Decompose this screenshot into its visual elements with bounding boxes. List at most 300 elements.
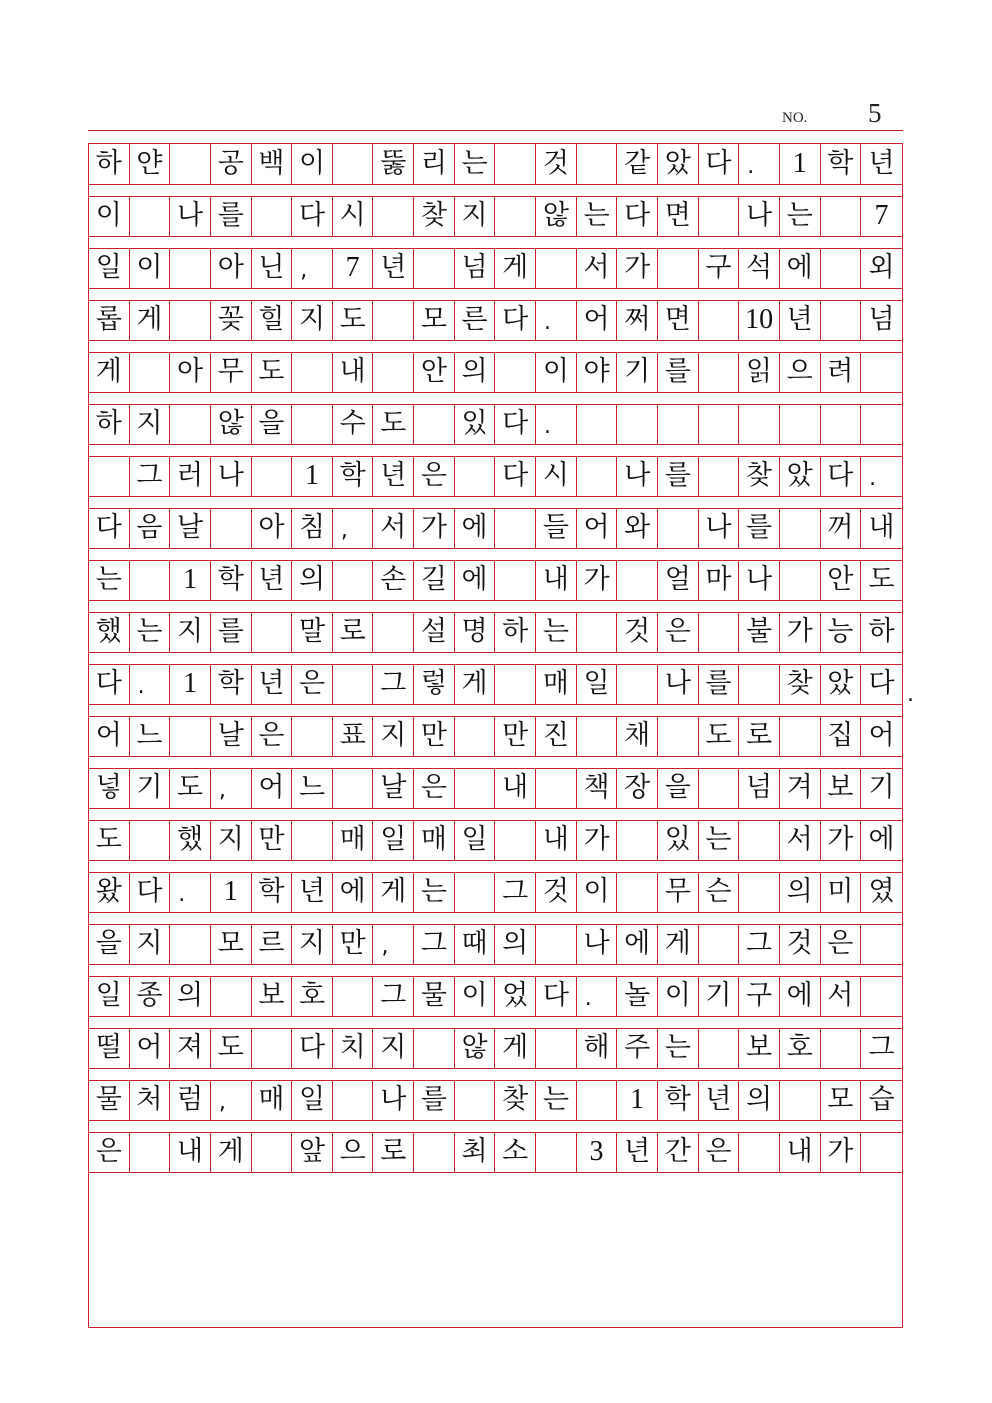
grid-cell: 것 <box>780 924 821 964</box>
grid-cell: 게 <box>130 300 171 340</box>
grid-cell: 게 <box>211 1132 252 1172</box>
grid-cell <box>821 300 862 340</box>
grid-cell: 떨 <box>89 1028 130 1068</box>
grid-cell <box>170 924 211 964</box>
grid-row <box>89 976 902 1017</box>
grid-cell: 나 <box>658 664 699 704</box>
grid-cell: 능 <box>821 612 862 652</box>
grid-cell: 져 <box>170 1028 211 1068</box>
grid-cell: 모 <box>211 924 252 964</box>
grid-cell: 다 <box>89 664 130 704</box>
grid-cell: 어 <box>89 716 130 756</box>
grid-cell <box>414 1132 455 1172</box>
grid-cell: 지 <box>373 1028 414 1068</box>
grid-cell <box>170 144 211 184</box>
grid-cell: 이 <box>130 248 171 288</box>
grid-cell: 습 <box>868 1084 895 1115</box>
page-header <box>88 96 903 132</box>
grid-cell: 지 <box>130 404 171 444</box>
grid-row <box>89 820 902 861</box>
grid-cell: 것 <box>536 872 577 912</box>
grid-cell: 지 <box>292 924 333 964</box>
grid-cell: 다 <box>821 456 862 496</box>
grid-cell: , <box>373 924 414 964</box>
grid-cell: 아 <box>252 508 293 548</box>
grid-cell: 힐 <box>252 300 293 340</box>
grid-cell <box>577 612 618 652</box>
grid-cell: 았 <box>821 664 862 704</box>
grid-cell: 로 <box>739 716 780 756</box>
grid-cell: 놀 <box>617 976 658 1016</box>
grid-cell <box>211 976 252 1016</box>
grid-cell: 내 <box>495 768 536 808</box>
grid-cell <box>373 196 414 236</box>
grid-cell: 치 <box>333 1028 374 1068</box>
grid-cell: 도 <box>699 716 740 756</box>
grid-cell: 가 <box>821 820 862 860</box>
grid-cell <box>658 716 699 756</box>
grid-cell <box>170 248 211 288</box>
grid-cell: 지 <box>373 716 414 756</box>
grid-cell: 년 <box>373 248 414 288</box>
grid-cell: 이 <box>292 144 333 184</box>
grid-cell: 집 <box>821 716 862 756</box>
grid-cell: 지 <box>292 300 333 340</box>
grid-cell: 마 <box>699 560 740 600</box>
grid-cell: 가 <box>821 1132 862 1172</box>
grid-cell: 설 <box>414 612 455 652</box>
grid-cell: 을 <box>89 924 130 964</box>
grid-cell <box>739 820 780 860</box>
grid-cell: 의 <box>495 924 536 964</box>
grid-cell: 3 <box>577 1132 618 1172</box>
grid-cell: 학 <box>252 872 293 912</box>
grid-cell: 않 <box>211 404 252 444</box>
grid-cell: 시 <box>536 456 577 496</box>
grid-cell: 게 <box>495 1028 536 1068</box>
grid-cell: 를 <box>739 508 780 548</box>
grid-cell: 를 <box>211 612 252 652</box>
manuscript-grid-frame <box>88 143 914 1328</box>
grid-cell <box>536 768 577 808</box>
grid-cell: 불 <box>739 612 780 652</box>
grid-cell: 침 <box>292 508 333 548</box>
grid-cell: 렇 <box>414 664 455 704</box>
grid-cell: 의 <box>739 1080 780 1120</box>
grid-cell <box>617 404 658 444</box>
grid-cell: 했 <box>170 820 211 860</box>
grid-cell: 지 <box>170 612 211 652</box>
grid-cell: 일 <box>89 248 130 288</box>
grid-cell <box>252 1028 293 1068</box>
grid-cell: 안 <box>821 560 862 600</box>
grid-cell: 는 <box>699 820 740 860</box>
grid-cell: 내 <box>868 512 895 543</box>
grid-cell: 매 <box>414 820 455 860</box>
grid-cell: 하 <box>89 144 130 184</box>
grid-cell: 얼 <box>658 560 699 600</box>
grid-cell <box>333 1080 374 1120</box>
grid-cell: 않 <box>536 196 577 236</box>
grid-cell: 나 <box>739 560 780 600</box>
grid-cell: 은 <box>821 924 862 964</box>
grid-cell: 소 <box>495 1132 536 1172</box>
grid-cell: 내 <box>333 352 374 392</box>
grid-cell: 공 <box>211 144 252 184</box>
grid-cell: , <box>292 248 333 288</box>
grid-cell: 에 <box>780 248 821 288</box>
grid-cell: 를 <box>211 196 252 236</box>
grid-cell <box>170 716 211 756</box>
grid-cell: 날 <box>211 716 252 756</box>
grid-cell <box>495 508 536 548</box>
grid-cell: 매 <box>536 664 577 704</box>
grid-cell: 기 <box>617 352 658 392</box>
grid-cell: . <box>130 664 171 704</box>
grid-cell: 7 <box>333 248 374 288</box>
grid-row <box>89 196 902 237</box>
grid-cell <box>333 976 374 1016</box>
grid-cell: 구 <box>699 248 740 288</box>
grid-cell: 것 <box>617 612 658 652</box>
grid-cell: 모 <box>414 300 455 340</box>
page-number: 5 <box>868 98 882 128</box>
grid-cell: 물 <box>414 976 455 1016</box>
grid-cell: 지 <box>130 924 171 964</box>
grid-cell <box>536 924 577 964</box>
grid-cell: 이 <box>536 352 577 392</box>
grid-row <box>89 924 902 965</box>
grid-cell: 다 <box>130 872 171 912</box>
grid-cell: 학 <box>211 664 252 704</box>
grid-cell: 모 <box>821 1080 862 1120</box>
grid-cell: 를 <box>414 1080 455 1120</box>
grid-cell: 다 <box>699 144 740 184</box>
grid-cell: 다 <box>495 456 536 496</box>
grid-cell: 을 <box>252 404 293 444</box>
grid-cell: 를 <box>699 664 740 704</box>
grid-cell <box>739 1132 780 1172</box>
grid-cell <box>252 612 293 652</box>
grid-cell: 만 <box>252 820 293 860</box>
grid-cell <box>292 820 333 860</box>
grid-cell: 어 <box>130 1028 171 1068</box>
grid-cell: 나 <box>211 456 252 496</box>
grid-cell: 럼 <box>170 1080 211 1120</box>
grid-cell <box>617 560 658 600</box>
grid-cell: , <box>211 1080 252 1120</box>
grid-cell: 간 <box>658 1132 699 1172</box>
grid-cell: 가 <box>414 508 455 548</box>
grid-cell: 1 <box>211 872 252 912</box>
grid-cell: . <box>536 404 577 444</box>
grid-cell: 미 <box>821 872 862 912</box>
grid-cell: 넘 <box>739 768 780 808</box>
grid-cell <box>699 1028 740 1068</box>
grid-cell: 다 <box>495 300 536 340</box>
grid-cell: 의 <box>170 976 211 1016</box>
grid-cell: 있 <box>455 404 496 444</box>
grid-cell: 는 <box>577 196 618 236</box>
grid-cell: 른 <box>455 300 496 340</box>
grid-cell: 그 <box>495 872 536 912</box>
grid-row <box>89 404 902 445</box>
grid-cell <box>821 1028 862 1068</box>
grid-cell <box>455 716 496 756</box>
grid-cell: 다 <box>617 196 658 236</box>
grid-cell: 아 <box>170 352 211 392</box>
grid-cell <box>617 664 658 704</box>
grid-cell: 는 <box>780 196 821 236</box>
grid-cell: 꺼 <box>821 508 862 548</box>
grid-cell <box>699 300 740 340</box>
grid-cell: 1 <box>170 560 211 600</box>
grid-cell: 매 <box>252 1080 293 1120</box>
grid-cell <box>495 560 536 600</box>
grid-cell: 를 <box>658 352 699 392</box>
grid-cell: 나 <box>699 508 740 548</box>
grid-cell: 의 <box>455 352 496 392</box>
grid-cell <box>739 664 780 704</box>
grid-cell: , <box>211 768 252 808</box>
grid-cell <box>780 716 821 756</box>
grid-cell: 느 <box>292 768 333 808</box>
grid-cell: 롭 <box>89 300 130 340</box>
grid-cell <box>739 404 780 444</box>
grid-cell: 무 <box>211 352 252 392</box>
grid-cell: 그 <box>868 1032 895 1063</box>
grid-cell <box>333 664 374 704</box>
grid-cell <box>292 404 333 444</box>
grid-cell: 은 <box>414 456 455 496</box>
grid-cell: 도 <box>868 564 895 595</box>
grid-cell <box>495 352 536 392</box>
grid-cell <box>617 820 658 860</box>
grid-cell <box>536 1028 577 1068</box>
grid-cell: 는 <box>89 560 130 600</box>
grid-row <box>89 508 902 549</box>
grid-cell: 호 <box>292 976 333 1016</box>
grid-cell: 보 <box>739 1028 780 1068</box>
grid-cell: 였 <box>868 876 895 907</box>
grid-cell <box>130 352 171 392</box>
grid-cell: 나 <box>617 456 658 496</box>
grid-cell: 에 <box>455 508 496 548</box>
grid-cell: 내 <box>170 1132 211 1172</box>
grid-cell: 년 <box>617 1132 658 1172</box>
grid-cell: 은 <box>658 612 699 652</box>
grid-cell: 도 <box>170 768 211 808</box>
grid-cell: 날 <box>170 508 211 548</box>
grid-cell: 손 <box>373 560 414 600</box>
header-rule <box>88 130 903 131</box>
grid-cell: 게 <box>495 248 536 288</box>
grid-cell: 무 <box>658 872 699 912</box>
grid-cell: 1 <box>780 144 821 184</box>
grid-cell: 보 <box>252 976 293 1016</box>
grid-cell <box>699 352 740 392</box>
grid-cell: 종 <box>130 976 171 1016</box>
grid-row <box>89 1028 902 1069</box>
grid-row <box>89 300 902 341</box>
grid-cell <box>617 872 658 912</box>
grid-cell <box>252 196 293 236</box>
grid-cell: 다 <box>868 668 895 699</box>
grid-cell: 일 <box>577 664 618 704</box>
grid-cell: 명 <box>455 612 496 652</box>
grid-cell: 나 <box>739 196 780 236</box>
grid-cell: 서 <box>373 508 414 548</box>
page-number-label: NO. <box>782 110 808 126</box>
grid-cell: 처 <box>130 1080 171 1120</box>
grid-cell: 는 <box>658 1028 699 1068</box>
grid-cell: 그 <box>739 924 780 964</box>
grid-cell: 도 <box>252 352 293 392</box>
grid-cell: 았 <box>780 456 821 496</box>
grid-cell: 음 <box>130 508 171 548</box>
grid-cell: 다 <box>495 404 536 444</box>
grid-cell <box>780 1080 821 1120</box>
grid-cell: 그 <box>373 664 414 704</box>
grid-cell <box>333 560 374 600</box>
grid-cell <box>373 352 414 392</box>
grid-cell: 가 <box>617 248 658 288</box>
grid-cell: 에 <box>868 824 895 855</box>
grid-cell: 려 <box>821 352 862 392</box>
grid-cell: 하 <box>89 404 130 444</box>
grid-cell <box>577 716 618 756</box>
grid-cell: 보 <box>821 768 862 808</box>
grid-cell: 하 <box>495 612 536 652</box>
grid-cell <box>170 300 211 340</box>
grid-cell <box>821 196 862 236</box>
grid-cell: 이 <box>89 196 130 236</box>
grid-cell: 에 <box>455 560 496 600</box>
grid-cell: 에 <box>617 924 658 964</box>
grid-cell: 길 <box>414 560 455 600</box>
grid-cell: 일 <box>455 820 496 860</box>
grid-cell <box>780 508 821 548</box>
grid-cell: 1 <box>617 1080 658 1120</box>
grid-cell: 면 <box>658 196 699 236</box>
grid-cell: 이 <box>577 872 618 912</box>
grid-row <box>89 352 902 393</box>
grid-cell: 1 <box>170 664 211 704</box>
grid-row <box>89 768 902 809</box>
grid-cell <box>699 924 740 964</box>
grid-cell: 쩌 <box>617 300 658 340</box>
grid-cell: 안 <box>414 352 455 392</box>
grid-cell: 하 <box>868 616 895 647</box>
grid-cell: 구 <box>739 976 780 1016</box>
grid-cell: 학 <box>658 1080 699 1120</box>
grid-cell: 는 <box>536 1080 577 1120</box>
grid-cell: 채 <box>617 716 658 756</box>
grid-cell: 도 <box>333 300 374 340</box>
grid-cell: 게 <box>455 664 496 704</box>
grid-cell: 는 <box>414 872 455 912</box>
grid-cell: 앞 <box>292 1132 333 1172</box>
grid-cell: 나 <box>170 196 211 236</box>
grid-cell <box>89 456 130 496</box>
grid-cell: 7 <box>874 200 889 231</box>
grid-cell: 게 <box>89 352 130 392</box>
grid-cell: 진 <box>536 716 577 756</box>
grid-cell <box>495 144 536 184</box>
grid-cell: 그 <box>130 456 171 496</box>
grid-cell: 르 <box>252 924 293 964</box>
grid-cell <box>861 976 902 1016</box>
grid-cell: 로 <box>373 1132 414 1172</box>
grid-cell: 않 <box>455 1028 496 1068</box>
grid-cell: 학 <box>211 560 252 600</box>
overflow-punctuation: . <box>907 682 914 707</box>
grid-cell <box>699 404 740 444</box>
grid-cell: 년 <box>868 148 895 179</box>
grid-cell: 기 <box>130 768 171 808</box>
grid-cell: 들 <box>536 508 577 548</box>
grid-cell <box>130 820 171 860</box>
grid-cell: 가 <box>780 612 821 652</box>
grid-cell: 표 <box>333 716 374 756</box>
grid-row <box>89 1080 902 1121</box>
grid-cell <box>414 248 455 288</box>
grid-cell: 는 <box>536 612 577 652</box>
grid-cell <box>861 352 902 392</box>
grid-cell: 일 <box>373 820 414 860</box>
grid-cell: 가 <box>577 820 618 860</box>
grid-cell: 호 <box>780 1028 821 1068</box>
grid-cell: 나 <box>577 924 618 964</box>
grid-cell: 왔 <box>89 872 130 912</box>
grid-cell: 는 <box>130 612 171 652</box>
grid-row <box>89 872 902 913</box>
grid-cell: 나 <box>373 1080 414 1120</box>
grid-cell: 이 <box>455 976 496 1016</box>
grid-cell: 다 <box>89 508 130 548</box>
grid-cell <box>739 872 780 912</box>
grid-cell <box>577 1080 618 1120</box>
grid-row <box>89 456 902 497</box>
grid-cell <box>577 144 618 184</box>
grid-cell: 책 <box>577 768 618 808</box>
grid-cell: 은 <box>699 1132 740 1172</box>
grid-cell <box>292 716 333 756</box>
grid-cell: 시 <box>333 196 374 236</box>
grid-cell: 것 <box>536 144 577 184</box>
grid-cell <box>536 248 577 288</box>
grid-cell: 날 <box>373 768 414 808</box>
grid-cell <box>373 300 414 340</box>
grid-cell: 서 <box>821 976 862 1016</box>
grid-cell: 년 <box>252 560 293 600</box>
grid-cell: 10 <box>739 300 780 340</box>
grid-cell: 았 <box>658 144 699 184</box>
grid-cell: 야 <box>577 352 618 392</box>
grid-cell: 만 <box>333 924 374 964</box>
grid-cell: 와 <box>617 508 658 548</box>
grid-cell: 외 <box>868 252 895 283</box>
grid-row <box>89 248 902 289</box>
grid-cell <box>455 1080 496 1120</box>
grid-cell: 넘 <box>868 304 895 335</box>
grid-cell: 같 <box>617 144 658 184</box>
grid-cell: 장 <box>617 768 658 808</box>
grid-cell: 넘 <box>455 248 496 288</box>
grid-cell: 의 <box>292 560 333 600</box>
grid-cell: 어 <box>577 300 618 340</box>
grid-cell: 찾 <box>414 196 455 236</box>
